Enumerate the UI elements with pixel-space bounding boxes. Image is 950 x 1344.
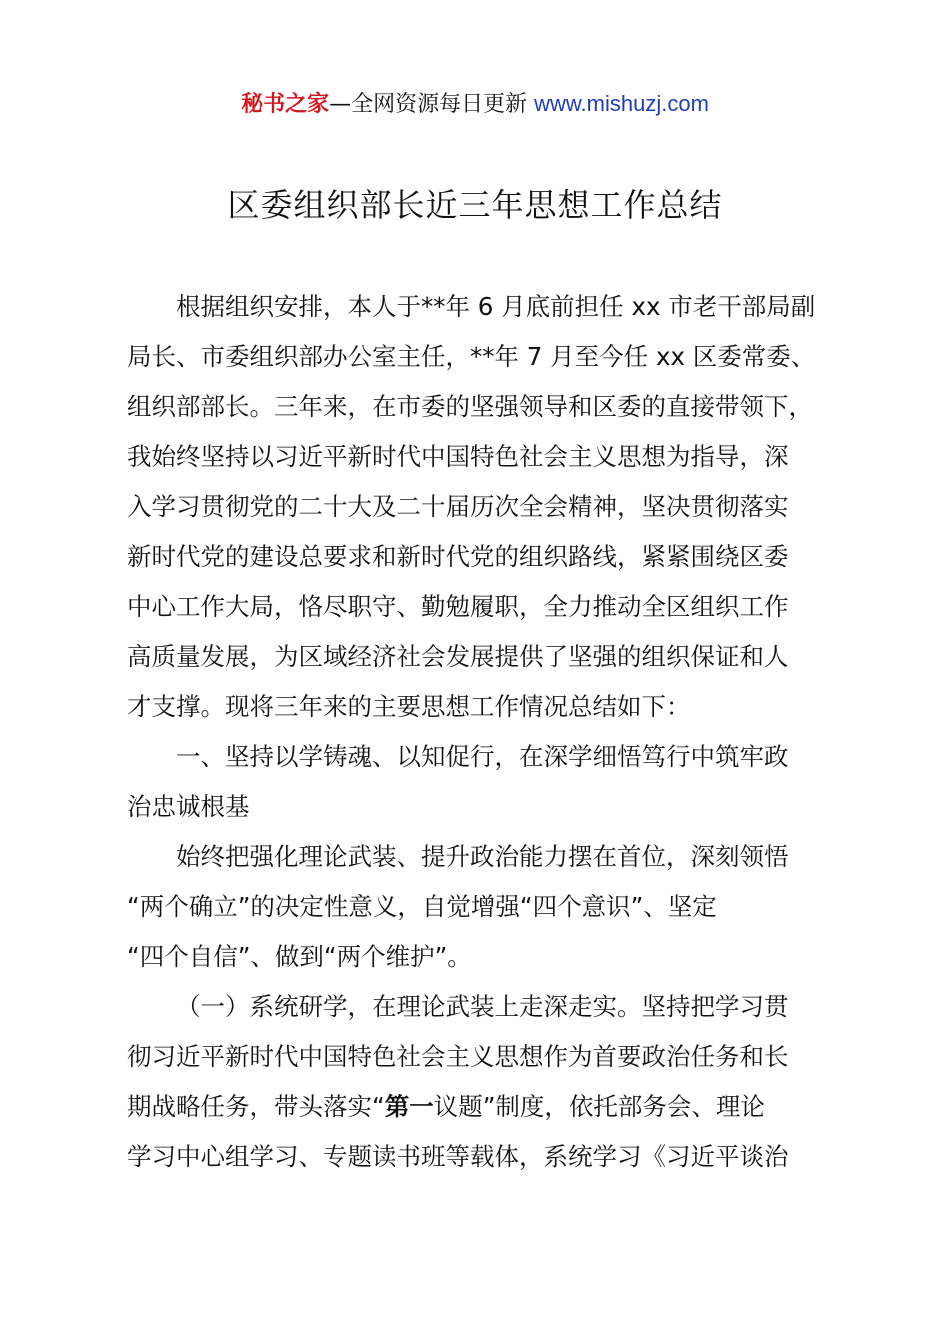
paragraph-line: 高质量发展，为区域经济社会发展提供了坚强的组织保证和人 — [127, 642, 789, 671]
paragraph-line: 学习中心组学习、专题读书班等载体，系统学习《习近平谈治 — [127, 1142, 789, 1171]
paragraph-line: （一）系统研学，在理论武装上走深走实。坚持把学习贯 — [176, 992, 789, 1021]
section-heading-line: 治忠诚根基 — [127, 792, 250, 821]
paragraph-line: 新时代党的建设总要求和新时代党的组织路线，紧紧围绕区委 — [127, 542, 789, 571]
site-brand: 秘书之家 — [241, 92, 330, 117]
document-title: 区委组织部长近三年思想工作总结 — [227, 186, 723, 224]
paragraph-line: 入学习贯彻党的二十大及二十届历次全会精神，坚决贯彻落实 — [127, 492, 789, 521]
site-url-link[interactable]: www.mishuzj.com — [534, 91, 709, 116]
text-run: 期战略任务，带头落实“ — [127, 1092, 385, 1121]
paragraph-line — [127, 1082, 843, 1132]
paragraph-line: 始终把强化理论武装、提升政治能力摆在首位，深刻领悟 — [176, 842, 789, 871]
paragraph-line: 组织部部长。三年来，在市委的坚强领导和区委的直接带领下， — [127, 392, 813, 421]
paragraph-line: 中心工作大局，恪尽职守、勤勉履职，全力推动全区组织工作 — [127, 592, 789, 621]
paragraph-line: 根据组织安排，本人于**年 6 月底前担任 xx 市老干部局副 — [176, 292, 816, 321]
paragraph-line: 我始终坚持以习近平新时代中国特色社会主义思想为指导，深 — [127, 442, 789, 471]
document-body — [127, 282, 843, 1182]
site-tagline: —全网资源每日更新 — [329, 92, 535, 117]
paragraph-line: 局长、市委组织部办公室主任，**年 7 月至今任 xx 区委常委、 — [127, 342, 816, 371]
paragraph-line: “两个确立”的决定性意义，自觉增强“四个意识”、坚定 — [127, 892, 717, 921]
text-run: 议题”制度，依托部务会、理论 — [433, 1092, 765, 1121]
paragraph-line: “四个自信”、做到“两个维护”。 — [127, 942, 472, 971]
section-heading-line: 一、坚持以学铸魂、以知促行，在深学细悟笃行中筑牢政 — [176, 742, 789, 771]
bold-text-run: 第一 — [384, 1092, 434, 1121]
site-header — [0, 88, 950, 121]
paragraph-line: 才支撑。现将三年来的主要思想工作情况总结如下： — [127, 692, 691, 721]
paragraph-line: 彻习近平新时代中国特色社会主义思想作为首要政治任务和长 — [127, 1042, 789, 1071]
